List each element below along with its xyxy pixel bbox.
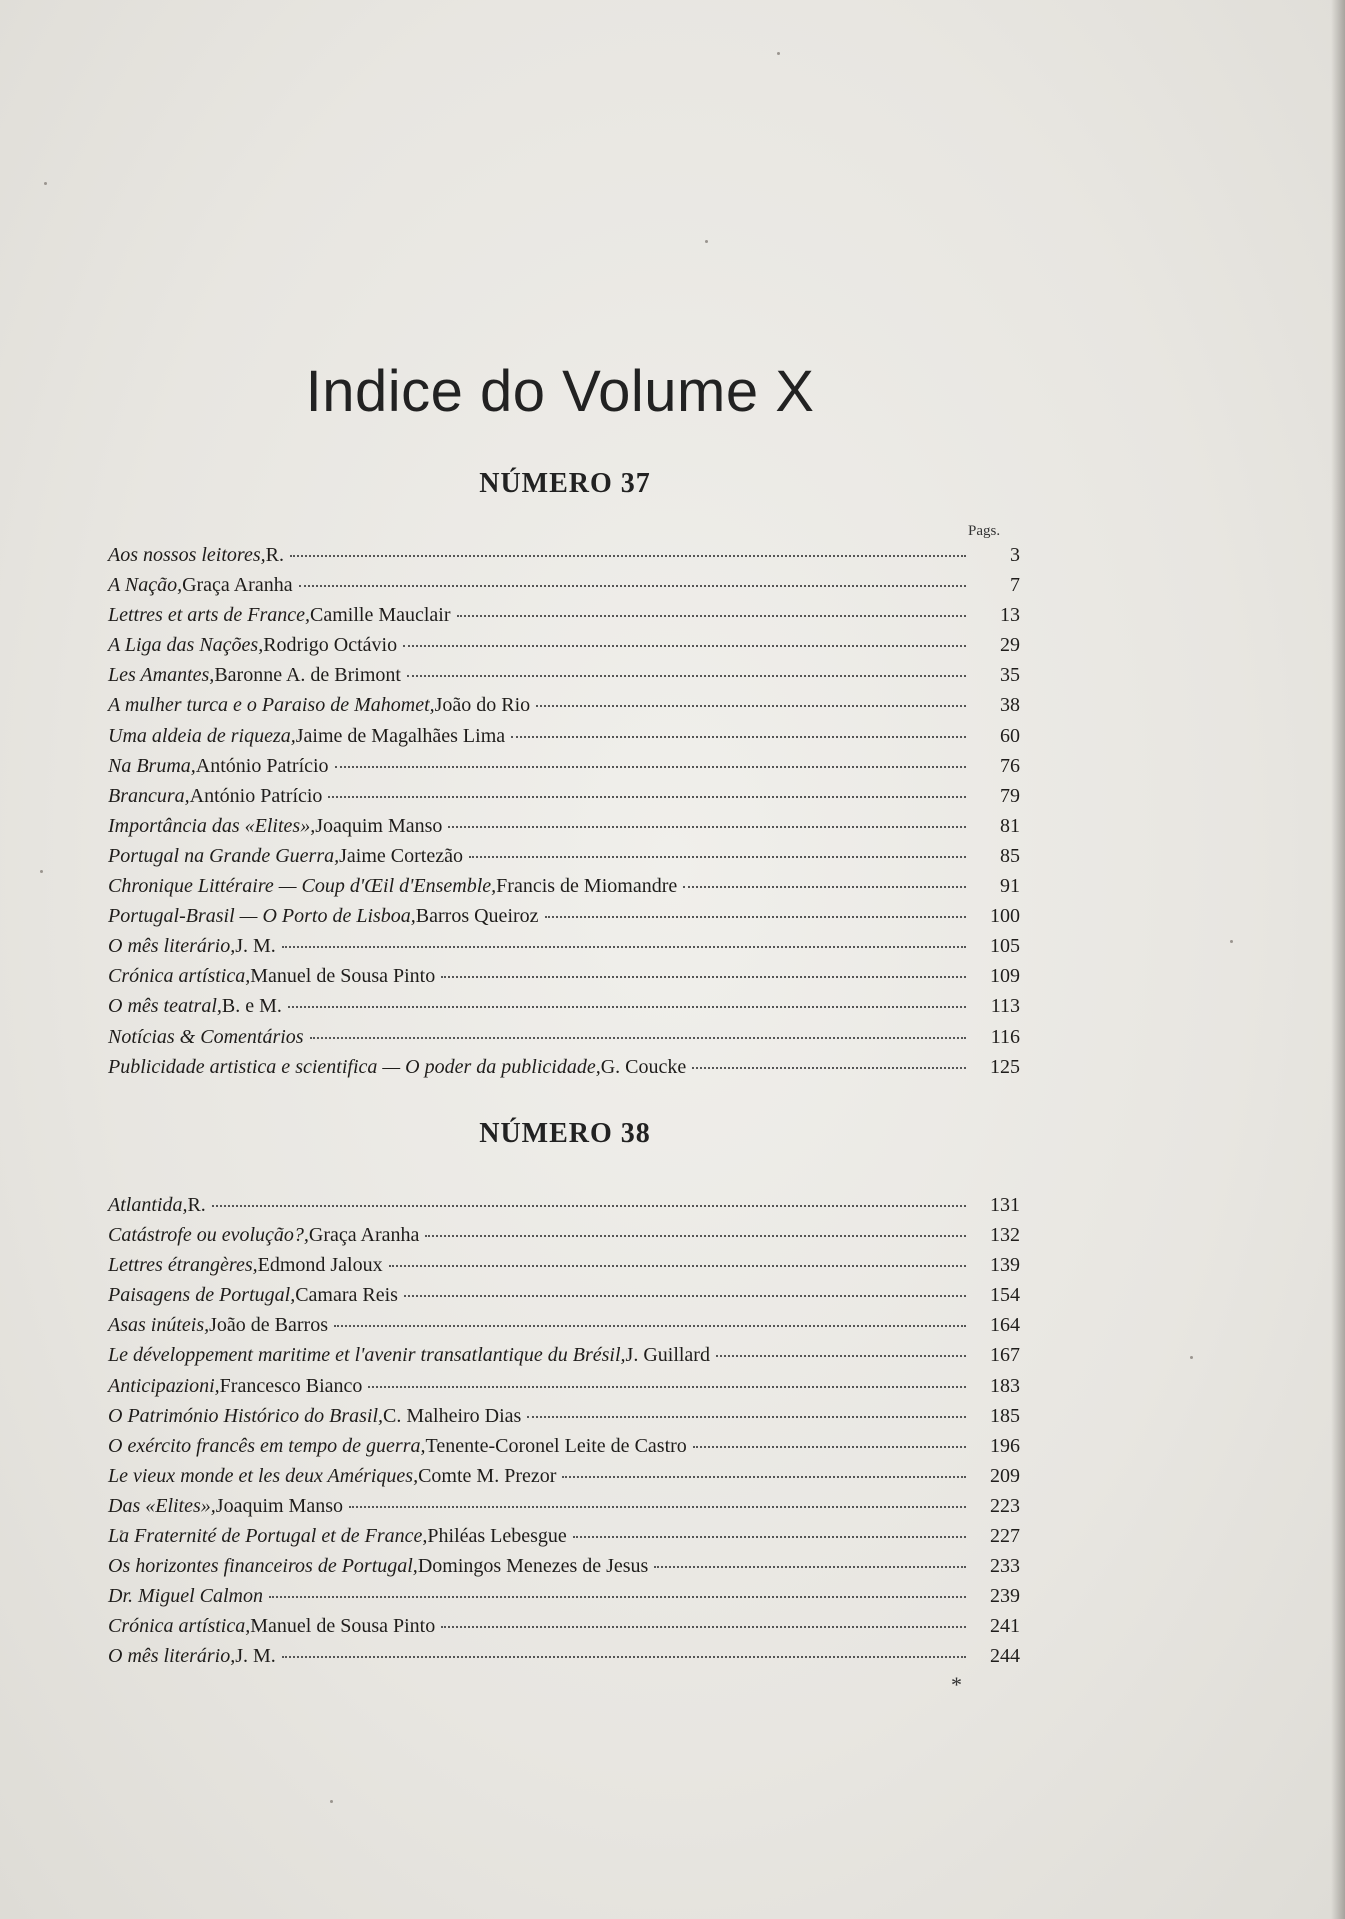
toc-entry	[108, 1344, 1020, 1374]
section-heading-numero-38: NÚMERO 38	[479, 1118, 651, 1149]
toc-entry	[108, 785, 1020, 815]
toc-entry	[108, 755, 1020, 785]
entry-author: G. Coucke	[600, 1055, 687, 1078]
entry-title: O exército francês em tempo de guerra,	[108, 1434, 426, 1457]
entry-title: Catástrofe ou evolução?,	[108, 1224, 309, 1247]
entry-page: 3	[1010, 544, 1020, 566]
dot-leader	[654, 1566, 966, 1568]
entry-title: Importância das «Elites»,	[108, 814, 316, 837]
entry-page: 239	[990, 1585, 1020, 1608]
entry-title: Publicidade artistica e scientifica — O poder da publicidade,	[108, 1055, 601, 1078]
entry-title: Crónica artística,	[108, 1615, 251, 1638]
entry-author: João do Rio	[434, 694, 531, 717]
toc-entry	[108, 1254, 1020, 1284]
entry-author: Jaime de Magalhães Lima	[295, 724, 506, 747]
entry-title: Os horizontes financeiros de Portugal,	[108, 1555, 418, 1578]
entry-author: Manuel de Sousa Pinto	[250, 965, 436, 988]
entry-page: 233	[990, 1555, 1020, 1578]
entry-title: Das «Elites»,	[108, 1494, 216, 1517]
entry-title: Le vieux monde et les deux Amériques,	[108, 1464, 419, 1487]
entry-page: 183	[990, 1374, 1020, 1397]
entry-author: Domingos Menezes de Jesus	[417, 1555, 649, 1578]
entry-title: Asas inúteis,	[108, 1314, 210, 1337]
page-title: Indice do Volume X	[305, 359, 815, 424]
dot-leader	[404, 1295, 966, 1297]
dot-leader	[441, 1626, 966, 1628]
dot-leader	[448, 826, 966, 828]
toc-entry	[108, 1375, 1020, 1405]
dot-leader	[335, 766, 966, 768]
dot-leader	[310, 1037, 966, 1039]
entry-title: Crónica artística,	[108, 965, 251, 988]
toc-entry	[108, 544, 1020, 574]
entry-page: 241	[990, 1615, 1020, 1638]
entry-title: A Liga das Nações,	[108, 634, 264, 657]
dot-leader	[407, 675, 966, 677]
entry-title: La Fraternité de Portugal et de France,	[108, 1525, 428, 1548]
entry-author: Rodrigo Octávio	[263, 634, 398, 657]
entry-page: 164	[990, 1314, 1020, 1337]
dot-leader	[469, 856, 966, 858]
toc-entry	[108, 694, 1020, 724]
dot-leader	[573, 1536, 966, 1538]
entry-title: Brancura,	[108, 784, 190, 807]
dot-leader	[457, 615, 966, 617]
toc-entry	[108, 1645, 1020, 1675]
toc-entry	[108, 1405, 1020, 1435]
toc-entry	[108, 875, 1020, 905]
toc-entry	[108, 1194, 1020, 1224]
entry-page: 185	[990, 1404, 1020, 1427]
entry-page: 154	[990, 1284, 1020, 1307]
toc-entry	[108, 1465, 1020, 1495]
dot-leader	[389, 1265, 966, 1267]
entry-page: 85	[1000, 844, 1020, 867]
entry-author: Manuel de Sousa Pinto	[250, 1615, 436, 1638]
entry-title: Atlantida,	[108, 1194, 188, 1216]
entry-page: 13	[1000, 604, 1020, 627]
entry-page: 244	[990, 1645, 1020, 1668]
entry-page: 105	[990, 935, 1020, 958]
entry-author: Baronne A. de Brimont	[214, 664, 401, 687]
entry-author: Graça Aranha	[308, 1224, 420, 1247]
entry-author: C. Malheiro Dias	[383, 1404, 522, 1427]
entry-title: Lettres et arts de France,	[108, 604, 311, 627]
dot-leader	[282, 1656, 966, 1658]
toc-entry	[108, 1615, 1020, 1645]
dot-leader	[288, 1006, 966, 1008]
toc-entry	[108, 815, 1020, 845]
dot-leader	[545, 916, 966, 918]
entry-page: 100	[990, 905, 1020, 928]
dot-leader	[403, 645, 966, 647]
entry-author: António Patrício	[189, 784, 323, 807]
entry-title: O mês teatral,	[108, 995, 222, 1018]
dot-leader	[441, 976, 966, 978]
toc-entry	[108, 604, 1020, 634]
entry-title: Notícias & Comentários	[108, 1025, 304, 1048]
dot-leader	[693, 1446, 966, 1448]
entry-author: J. Guillard	[625, 1344, 710, 1367]
toc-entry	[108, 905, 1020, 935]
entry-author: António Patrício	[195, 754, 329, 777]
entry-page: 76	[1000, 754, 1020, 777]
entry-author: R.	[265, 544, 284, 566]
entry-page: 7	[1010, 574, 1020, 597]
entry-author: João de Barros	[209, 1314, 328, 1337]
entry-title: O mês literário,	[108, 935, 236, 958]
toc-list-numero-38	[108, 1194, 1020, 1676]
toc-list-numero-37	[108, 544, 1020, 1086]
asterisk-mark: *	[951, 1672, 962, 1697]
dot-leader	[212, 1205, 966, 1207]
entry-author: Barros Queiroz	[415, 905, 539, 928]
entry-author: R.	[187, 1194, 206, 1216]
entry-page: 227	[990, 1525, 1020, 1548]
toc-entry	[108, 995, 1020, 1025]
section-heading-numero-37: NÚMERO 37	[479, 468, 651, 499]
entry-page: 209	[990, 1464, 1020, 1487]
entry-author: Jaime Cortezão	[339, 844, 463, 867]
toc-entry	[108, 1056, 1020, 1086]
entry-title: Anticipazioni,	[108, 1374, 220, 1397]
entry-title: Le développement maritime et l'avenir transatlantique du Brésil,	[108, 1344, 626, 1367]
entry-author: J. M.	[235, 935, 276, 958]
entry-page: 81	[1000, 814, 1020, 837]
entry-author: Comte M. Prezor	[418, 1464, 557, 1487]
entry-title: Portugal-Brasil — O Porto de Lisboa,	[108, 905, 416, 928]
entry-page: 196	[990, 1434, 1020, 1457]
entry-title: Portugal na Grande Guerra,	[108, 844, 340, 867]
entry-author: Edmond Jaloux	[257, 1254, 383, 1277]
entry-page: 113	[990, 995, 1020, 1018]
entry-title: A mulher turca e o Paraiso de Mahomet,	[108, 694, 435, 717]
toc-entry	[108, 574, 1020, 604]
dot-leader	[683, 886, 966, 888]
toc-entry	[108, 1314, 1020, 1344]
entry-page: 139	[990, 1254, 1020, 1277]
entry-title: A Nação,	[108, 574, 183, 597]
entry-author: Joaquim Manso	[215, 1494, 343, 1517]
dot-leader	[299, 585, 966, 587]
dot-leader	[536, 705, 966, 707]
toc-entry	[108, 664, 1020, 694]
entry-author: Francis de Miomandre	[496, 875, 678, 898]
dot-leader	[511, 736, 966, 738]
dot-leader	[282, 946, 966, 948]
entry-page: 223	[990, 1494, 1020, 1517]
toc-entry	[108, 725, 1020, 755]
entry-title: Na Bruma,	[108, 754, 196, 777]
entry-page: 132	[990, 1224, 1020, 1247]
entry-author: Camille Mauclair	[310, 604, 451, 627]
entry-page: 167	[990, 1344, 1020, 1367]
entry-author: Camara Reis	[295, 1284, 398, 1307]
entry-author: Joaquim Manso	[315, 814, 443, 837]
entry-title: Chronique Littéraire — Coup d'Œil d'Ensemble,	[108, 875, 497, 898]
entry-page: 79	[1000, 784, 1020, 807]
dot-leader	[527, 1416, 966, 1418]
entry-page: 109	[990, 965, 1020, 988]
dot-leader	[328, 796, 966, 798]
dot-leader	[368, 1386, 966, 1388]
toc-entry	[108, 845, 1020, 875]
entry-page: 131	[990, 1194, 1020, 1216]
entry-page: 35	[1000, 664, 1020, 687]
dot-leader	[716, 1355, 966, 1357]
entry-author: B. e M.	[221, 995, 282, 1018]
entry-page: 38	[1000, 694, 1020, 717]
toc-entry	[108, 1555, 1020, 1585]
entry-author: J. M.	[235, 1645, 276, 1668]
entry-author: Tenente-Coronel Leite de Castro	[425, 1434, 687, 1457]
dot-leader	[425, 1235, 966, 1237]
entry-title: Les Amantes,	[108, 664, 215, 687]
dot-leader	[562, 1476, 966, 1478]
page-edge-shadow	[1331, 0, 1345, 1919]
toc-entry	[108, 1284, 1020, 1314]
entry-page: 125	[990, 1055, 1020, 1078]
entry-title: Aos nossos leitores,	[108, 544, 266, 566]
entry-page: 116	[990, 1025, 1020, 1048]
dot-leader	[349, 1506, 966, 1508]
toc-entry	[108, 935, 1020, 965]
entry-page: 60	[1000, 724, 1020, 747]
entry-page: 29	[1000, 634, 1020, 657]
entry-title: Dr. Miguel Calmon	[108, 1585, 263, 1608]
entry-title: Lettres étrangères,	[108, 1254, 258, 1277]
entry-title: O Património Histórico do Brasil,	[108, 1404, 384, 1427]
entry-title: Uma aldeia de riqueza,	[108, 724, 296, 747]
toc-entry	[108, 1026, 1020, 1056]
entry-author: Francesco Bianco	[219, 1374, 363, 1397]
toc-entry	[108, 1525, 1020, 1555]
toc-entry	[108, 965, 1020, 995]
toc-entry	[108, 1435, 1020, 1465]
dot-leader	[334, 1325, 966, 1327]
entry-page: 91	[1000, 875, 1020, 898]
entry-title: Paisagens de Portugal,	[108, 1284, 296, 1307]
toc-entry	[108, 1585, 1020, 1615]
toc-entry	[108, 1224, 1020, 1254]
toc-entry	[108, 634, 1020, 664]
entry-author: Graça Aranha	[182, 574, 293, 597]
entry-title: O mês literário,	[108, 1645, 236, 1668]
dot-leader	[269, 1596, 966, 1598]
toc-entry	[108, 1495, 1020, 1525]
dot-leader	[290, 555, 966, 557]
dot-leader	[692, 1067, 966, 1069]
pages-column-label: Pags.	[968, 523, 1001, 539]
entry-author: Philéas Lebesgue	[427, 1525, 567, 1548]
